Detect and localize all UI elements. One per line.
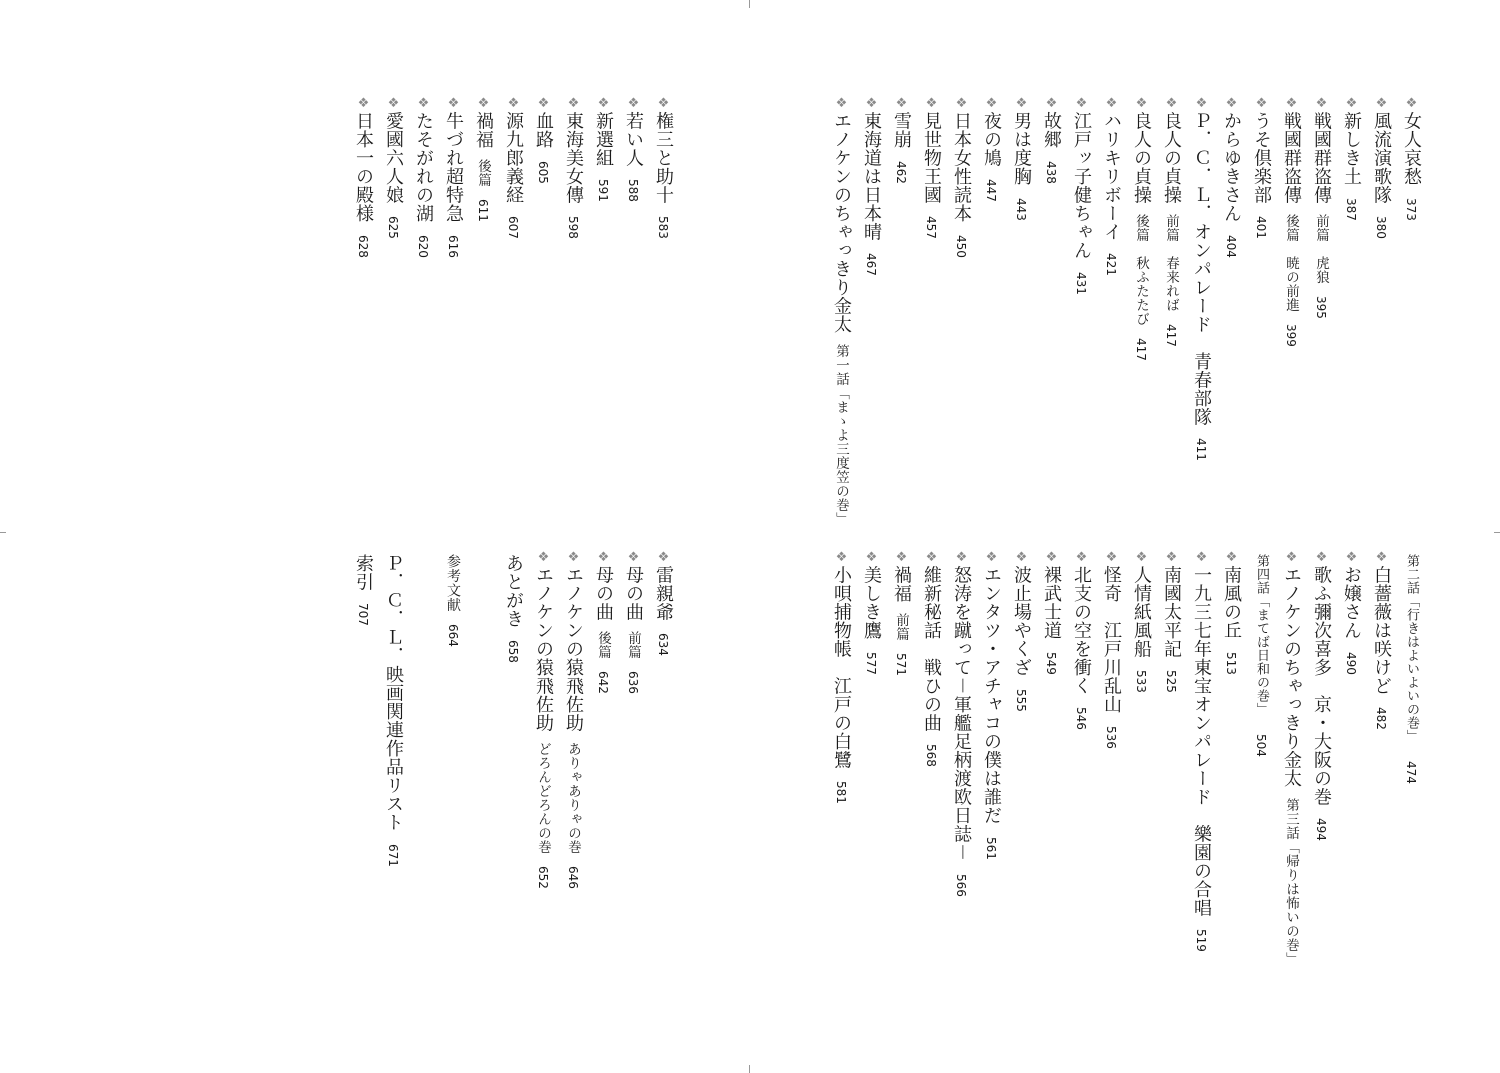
toc-entry <box>528 96 558 183</box>
diamond-bullet-icon: ❖ <box>506 96 521 112</box>
toc-entry-page: 447 <box>984 179 998 202</box>
toc-entry-page: 598 <box>566 216 580 239</box>
toc-entry-title: 東海道は日本晴 <box>861 111 882 241</box>
toc-entry-title: 人情紙風船 <box>1131 565 1152 658</box>
toc-entry-title: エノケンのちゃっきり金太 <box>831 111 852 334</box>
diamond-bullet-icon: ❖ <box>1104 550 1119 566</box>
toc-entry-page: 525 <box>1164 670 1178 693</box>
toc-entry <box>438 96 468 257</box>
toc-entry-page: 504 <box>1254 734 1268 757</box>
toc-entry-page: 571 <box>894 652 908 676</box>
toc-entry <box>348 550 378 626</box>
toc-entry-title: 日本一の殿様 <box>353 111 374 223</box>
diamond-bullet-icon: ❖ <box>1104 96 1119 112</box>
toc-entry <box>1156 550 1186 693</box>
toc-entry-subtitle: 第一話「まゝよ三度笠の巻」 <box>833 343 849 526</box>
toc-entry <box>826 550 856 804</box>
toc-entry-page: 658 <box>506 640 520 663</box>
toc-entry-title: 夜の鳩 <box>981 111 1002 167</box>
toc-entry-page: 555 <box>1014 688 1028 712</box>
diamond-bullet-icon: ❖ <box>1374 96 1389 112</box>
toc-entry <box>438 550 468 647</box>
toc-entry-page: 549 <box>1044 651 1058 675</box>
diamond-bullet-icon: ❖ <box>1044 96 1059 112</box>
toc-entry <box>916 550 946 767</box>
toc-block-bottom-left <box>348 550 678 889</box>
toc-entry-page: 373 <box>1404 197 1418 221</box>
toc-entry <box>1396 550 1426 784</box>
toc-entry-page: 664 <box>446 624 460 647</box>
toc-entry <box>348 96 378 257</box>
toc-entry-title: うそ倶楽部 <box>1251 111 1272 204</box>
toc-entry-page: 431 <box>1074 271 1088 295</box>
toc-entry-title: 歌ふ彌次喜多 京・大阪の巻 <box>1311 565 1332 806</box>
toc-entry <box>886 550 916 675</box>
diamond-bullet-icon: ❖ <box>1194 550 1209 566</box>
toc-entry-page: 568 <box>924 744 938 767</box>
diamond-bullet-icon: ❖ <box>864 96 879 112</box>
toc-entry-title: エノケンのちゃっきり金太 <box>1281 565 1302 788</box>
toc-entry <box>648 96 678 239</box>
diamond-bullet-icon: ❖ <box>596 96 611 112</box>
toc-entry-page: 646 <box>566 866 580 889</box>
toc-entry <box>558 96 588 239</box>
toc-entry-title: 新しき土 <box>1341 111 1362 186</box>
toc-entry-page: 577 <box>864 651 878 675</box>
toc-entry-title: 裸武士道 <box>1041 565 1062 640</box>
toc-entry-page: 652 <box>536 866 550 889</box>
toc-entry-title: たそがれの湖 <box>413 111 434 223</box>
toc-entry <box>468 96 498 221</box>
toc-entry <box>498 96 528 239</box>
toc-entry <box>1216 96 1246 257</box>
toc-entry-page: 462 <box>894 160 908 184</box>
toc-entry <box>588 96 618 202</box>
diamond-bullet-icon: ❖ <box>1074 96 1089 112</box>
toc-entry <box>856 550 886 674</box>
toc-entry-page: 591 <box>596 179 610 202</box>
toc-entry-title: 戦國群盗傳 <box>1281 111 1302 204</box>
diamond-bullet-icon: ❖ <box>984 550 999 566</box>
toc-entry <box>1246 96 1276 239</box>
toc-entry <box>1006 550 1036 711</box>
toc-block-top-left <box>348 96 678 257</box>
toc-entry-title: 小唄捕物帳 江戸の白鷺 <box>831 565 852 769</box>
diamond-bullet-icon: ❖ <box>1344 96 1359 112</box>
diamond-bullet-icon: ❖ <box>626 550 641 566</box>
toc-entry <box>946 96 976 257</box>
toc-entry <box>1006 96 1036 220</box>
toc-entry-title: 波止場やくざ <box>1011 565 1032 677</box>
toc-block-top-right <box>826 96 1426 526</box>
toc-entry-page: 671 <box>386 843 400 867</box>
toc-entry-title: 戦國群盗傳 <box>1311 111 1332 204</box>
toc-entry-title: 禍福 <box>891 565 912 603</box>
toc-entry-title: Ｐ．Ｃ．Ｌ．映画関連作品リスト <box>383 554 404 832</box>
diamond-bullet-icon: ❖ <box>864 550 879 566</box>
toc-entry <box>1126 550 1156 693</box>
diamond-bullet-icon: ❖ <box>476 96 491 112</box>
toc-entry-page: 616 <box>446 234 460 258</box>
toc-entry <box>618 550 648 694</box>
diamond-bullet-icon: ❖ <box>1224 550 1239 566</box>
toc-entry-page: 607 <box>506 216 520 239</box>
toc-entry-page: 707 <box>356 603 370 626</box>
toc-entry <box>1156 96 1186 347</box>
toc-entry-page: 399 <box>1284 324 1298 347</box>
toc-entry-subtitle: 前篇 <box>625 631 641 659</box>
toc-entry-subtitle: 第三話「帰りは怖いの巻」 <box>1283 797 1299 966</box>
toc-entry-page: 438 <box>1044 160 1058 184</box>
toc-entry-page: 421 <box>1104 253 1118 276</box>
toc-entry-page: 387 <box>1344 197 1358 221</box>
toc-entry-page: 380 <box>1374 216 1388 239</box>
diamond-bullet-icon: ❖ <box>924 96 939 112</box>
toc-entry-title: ハリキリボーイ <box>1101 111 1122 241</box>
toc-entry-subtitle: どろんどろんの巻 <box>535 742 551 854</box>
diamond-bullet-icon: ❖ <box>1314 96 1329 112</box>
toc-entry-page: 581 <box>834 781 848 804</box>
fold-mark-top <box>749 0 750 8</box>
toc-entry <box>916 96 946 239</box>
toc-entry-title: 風流演歌隊 <box>1371 111 1392 204</box>
toc-entry <box>378 96 408 239</box>
toc-entry-title: 怒涛を蹴って－軍艦足柄渡欧日誌－ <box>951 565 972 862</box>
toc-entry <box>1336 550 1366 674</box>
diamond-bullet-icon: ❖ <box>1284 96 1299 112</box>
toc-entry-page: 561 <box>984 836 998 860</box>
toc-entry <box>1276 550 1306 966</box>
toc-entry-title: 維新秘話 戦ひの曲 <box>921 565 942 732</box>
diamond-bullet-icon: ❖ <box>1074 550 1089 566</box>
toc-entry-title: エンタツ・アチャコの僕は誰だ <box>981 565 1002 825</box>
diamond-bullet-icon: ❖ <box>1374 550 1389 566</box>
toc-entry <box>1036 550 1066 674</box>
toc-entry-page: 583 <box>656 216 670 239</box>
toc-entry-page: 533 <box>1134 670 1148 693</box>
diamond-bullet-icon: ❖ <box>656 550 671 566</box>
toc-entry-page: 450 <box>954 234 968 258</box>
toc-entry-page: 605 <box>536 160 550 184</box>
toc-entry-title: 牛づれ超特急 <box>443 111 464 223</box>
diamond-bullet-icon: ❖ <box>1284 550 1299 566</box>
toc-entry-subtitle: 前篇 <box>893 612 909 641</box>
toc-entry-page: 411 <box>1194 438 1208 461</box>
diamond-bullet-icon: ❖ <box>1194 96 1209 112</box>
toc-entry <box>1276 96 1306 347</box>
toc-entry <box>408 96 438 257</box>
diamond-bullet-icon: ❖ <box>1254 96 1269 112</box>
toc-entry-page: 474 <box>1404 761 1418 784</box>
toc-entry <box>1336 96 1366 220</box>
toc-entry-title: 北支の空を衝く <box>1071 565 1092 695</box>
toc-entry-title: 源九郎義経 <box>503 111 524 204</box>
diamond-bullet-icon: ❖ <box>894 550 909 566</box>
toc-entry <box>648 550 678 656</box>
toc-entry-title: 良人の貞操 <box>1131 111 1152 204</box>
toc-entry-subtitle: 後篇 暁の前進 <box>1283 214 1299 312</box>
toc-entry <box>1366 550 1396 730</box>
toc-entry <box>588 550 618 694</box>
toc-entry <box>946 550 976 896</box>
toc-entry <box>1306 96 1336 319</box>
diamond-bullet-icon: ❖ <box>626 96 641 112</box>
toc-entry-page: 546 <box>1074 707 1088 730</box>
toc-entry <box>498 550 528 663</box>
toc-entry-page: 401 <box>1254 216 1268 239</box>
toc-entry-title: 雷親爺 <box>653 565 674 621</box>
diamond-bullet-icon: ❖ <box>416 96 431 112</box>
toc-entry-page: 620 <box>416 234 430 258</box>
toc-block-bottom-right <box>826 550 1426 966</box>
toc-entry <box>1306 550 1336 841</box>
diamond-bullet-icon: ❖ <box>566 550 581 566</box>
toc-entry <box>1066 96 1096 294</box>
toc-entry-episode: 第四話「まてば日和の巻」 <box>1254 554 1269 716</box>
diamond-bullet-icon: ❖ <box>656 96 671 112</box>
diamond-bullet-icon: ❖ <box>1164 550 1179 566</box>
toc-entry-title: 男は度胸 <box>1011 111 1032 186</box>
toc-entry <box>1216 550 1246 674</box>
diamond-bullet-icon: ❖ <box>1314 550 1329 566</box>
diamond-bullet-icon: ❖ <box>1044 550 1059 566</box>
toc-entry-title: 怪奇 江戸川乱山 <box>1101 565 1122 714</box>
toc-entry-title: エノケンの猿飛佐助 <box>563 565 584 732</box>
diamond-bullet-icon: ❖ <box>1164 96 1179 112</box>
toc-entry-subtitle: 後篇 <box>595 631 611 659</box>
toc-entry <box>1366 96 1396 239</box>
diamond-bullet-icon: ❖ <box>1404 96 1419 112</box>
toc-entry-title: 母の曲 <box>593 565 614 621</box>
toc-entry-page: 490 <box>1344 651 1358 675</box>
toc-entry-page: 467 <box>864 253 878 276</box>
diamond-bullet-icon: ❖ <box>1134 96 1149 112</box>
toc-entry <box>1096 96 1126 276</box>
toc-entry-title: からゆきさん <box>1221 111 1242 223</box>
toc-entry-page: 417 <box>1164 324 1178 347</box>
toc-entry <box>1246 550 1276 757</box>
toc-entry <box>1066 550 1096 730</box>
toc-entry-subtitle: 前篇 虎狼 <box>1313 214 1329 284</box>
toc-entry-subtitle: 後篇 <box>475 158 491 187</box>
diamond-bullet-icon: ❖ <box>1344 550 1359 566</box>
toc-entry <box>826 96 856 526</box>
toc-entry-title: 雪崩 <box>891 111 912 149</box>
toc-entry-page: 625 <box>386 216 400 239</box>
toc-entry <box>378 550 408 866</box>
toc-entry-title: 愛國六人娘 <box>383 111 404 204</box>
diamond-bullet-icon: ❖ <box>596 550 611 566</box>
toc-entry-title: 禍福 <box>473 111 494 149</box>
toc-entry-title: エノケンの猿飛佐助 <box>533 565 554 732</box>
toc-entry <box>856 96 886 276</box>
toc-entry-title: 東海美女傳 <box>563 111 584 204</box>
toc-entry-page: 536 <box>1104 725 1118 749</box>
fold-mark-bottom <box>749 1065 750 1073</box>
toc-entry-title: 良人の貞操 <box>1161 111 1182 204</box>
toc-entry <box>528 550 558 889</box>
toc-entry-page: 494 <box>1314 818 1328 841</box>
edge-mark-right <box>1494 532 1500 533</box>
toc-entry-page: 513 <box>1224 651 1238 675</box>
toc-entry-page: 417 <box>1134 338 1148 361</box>
diamond-bullet-icon: ❖ <box>1014 96 1029 112</box>
diamond-bullet-icon: ❖ <box>1224 96 1239 112</box>
diamond-bullet-icon: ❖ <box>984 96 999 112</box>
toc-entry <box>886 96 916 183</box>
diamond-bullet-icon: ❖ <box>834 96 849 112</box>
toc-entry <box>1096 550 1126 748</box>
toc-entry-title: Ｐ．Ｃ．Ｌ．オンパレード 青春部隊 <box>1191 111 1212 426</box>
toc-entry <box>1186 96 1216 461</box>
toc-entry-title: 美しき鷹 <box>861 565 882 640</box>
toc-entry-title: 血路 <box>533 111 554 149</box>
diamond-bullet-icon: ❖ <box>954 96 969 112</box>
toc-entry-page: 634 <box>656 633 670 656</box>
diamond-bullet-icon: ❖ <box>566 96 581 112</box>
edge-mark-left <box>0 532 6 533</box>
toc-entry-episode: 第二話「行きはよいよいの巻」 <box>1404 554 1419 743</box>
toc-entry-page: 443 <box>1014 197 1028 221</box>
diamond-bullet-icon: ❖ <box>894 96 909 112</box>
diamond-bullet-icon: ❖ <box>536 96 551 112</box>
toc-entry-title: お嬢さん <box>1341 565 1362 640</box>
toc-entry-page: 404 <box>1224 234 1238 258</box>
toc-entry-page: 636 <box>626 671 640 694</box>
toc-entry-title: 女人哀愁 <box>1401 111 1422 186</box>
toc-entry-title: 若い人 <box>623 111 644 167</box>
toc-entry-title: 参考文献 <box>445 554 461 612</box>
toc-entry-title: 権三と助十 <box>653 111 674 204</box>
toc-entry-title: 日本女性読本 <box>951 111 972 223</box>
toc-entry-title: 新選組 <box>593 111 614 167</box>
toc-entry-title: 索引 <box>353 554 374 591</box>
toc-entry-subtitle: 前篇 春来れば <box>1163 214 1179 312</box>
toc-entry-page: 519 <box>1194 929 1208 952</box>
toc-entry-title: 南國太平記 <box>1161 565 1182 658</box>
toc-entry-title: 一九三七年東宝オンパレード 樂園の合唱 <box>1191 565 1212 917</box>
toc-entry-title: 見世物王國 <box>921 111 942 204</box>
toc-entry-title: 江戸ッ子健ちゃん <box>1071 111 1092 260</box>
toc-entry-title: 白薔薇は咲けど <box>1371 565 1392 695</box>
toc-entry-subtitle: 後篇 秋ふたたび <box>1133 214 1149 326</box>
toc-entry-subtitle: ありゃありゃの巻 <box>565 742 581 854</box>
diamond-bullet-icon: ❖ <box>1134 550 1149 566</box>
toc-entry-title: あとがき <box>503 554 524 628</box>
diamond-bullet-icon: ❖ <box>834 550 849 566</box>
toc-entry <box>1036 96 1066 183</box>
toc-entry <box>1396 96 1426 220</box>
toc-entry-title: 母の曲 <box>623 565 644 621</box>
diamond-bullet-icon: ❖ <box>386 96 401 112</box>
diamond-bullet-icon: ❖ <box>1014 550 1029 566</box>
diamond-bullet-icon: ❖ <box>446 96 461 112</box>
toc-entry <box>976 550 1006 859</box>
diamond-bullet-icon: ❖ <box>536 550 551 566</box>
toc-entry-page: 457 <box>924 216 938 239</box>
toc-entry-page: 628 <box>356 234 370 258</box>
diamond-bullet-icon: ❖ <box>924 550 939 566</box>
toc-entry <box>558 550 588 889</box>
diamond-bullet-icon: ❖ <box>954 550 969 566</box>
toc-entry-page: 566 <box>954 873 968 897</box>
toc-entry <box>1186 550 1216 952</box>
toc-entry <box>618 96 648 202</box>
toc-entry-title: 故郷 <box>1041 111 1062 149</box>
toc-entry <box>976 96 1006 202</box>
toc-entry-title: 南風の丘 <box>1221 565 1242 640</box>
toc-entry-page: 642 <box>596 671 610 694</box>
diamond-bullet-icon: ❖ <box>356 96 371 112</box>
toc-entry <box>1126 96 1156 361</box>
toc-entry-page: 611 <box>476 198 490 222</box>
toc-entry-page: 395 <box>1314 296 1328 319</box>
toc-entry-page: 588 <box>626 179 640 202</box>
toc-entry-page: 482 <box>1374 707 1388 730</box>
